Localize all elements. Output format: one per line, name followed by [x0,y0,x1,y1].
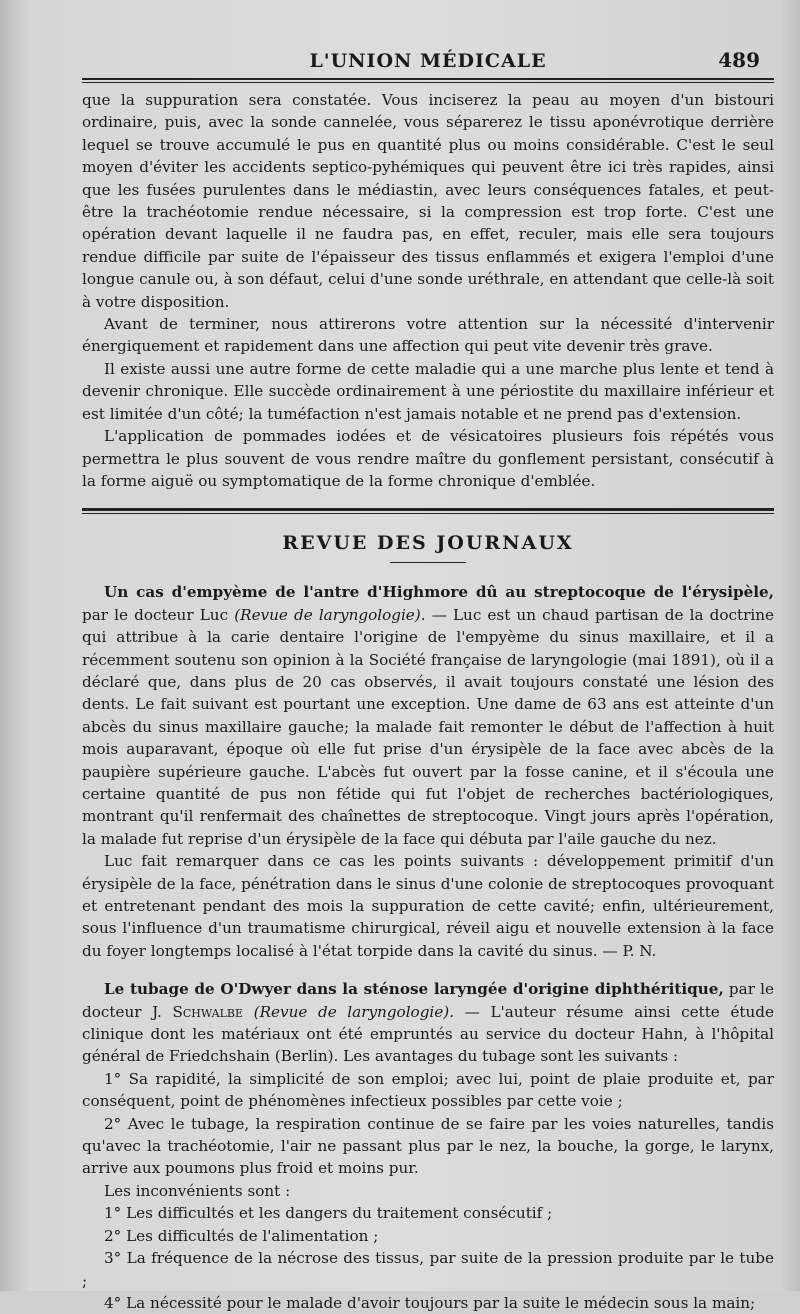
header-rule [82,78,774,83]
section-title-rule [390,562,466,563]
journal-title: L'UNION MÉDICALE [309,50,547,72]
article-1-body: — Luc est un chaud partisan de la doctrine qui attribue à la carie dentaire l'origine de l'empyème du sinus maxillaire, et il a récemment soutenu son opinion à la Société française de laryngologie (mai 1891), où il a déclaré que, dans plus de 20 cas observés, il avait toujours constaté une lésion des dents. Le fait suivant est pourtant une exception. Une dame de 63 ans est atteinte d'un abcès du sinus maxillaire gauche; la malade fait remonter le début de l'affection à huit mois auparavant, époque où elle fut prise d'un érysipèle de la face avec abcès de la paupière supérieure gauche. L'abcès fut ouvert par la fosse canine, et il s'écoula une certaine quantité de pus non fétide qui fut l'objet de recherches bactériologiques, montrant qu'il renfermait des chaînettes de streptocoque. Vingt jours après l'opération, la malade fut reprise d'un érysipèle de la face qui débuta par l'aile gauche du nez. [82,605,774,848]
section-title: REVUE DES JOURNAUX [282,532,574,555]
list-item: 4° La nécessité pour le malade d'avoir toujours par la suite le médecin sous la main; [104,1293,756,1312]
article-2-title: Le tubage de O'Dwyer dans la sténose laryngée d'origine diphthéritique, [104,980,724,999]
article-2-author-name: Schwalbe [172,1002,244,1021]
article-1-title: Un cas d'empyème de l'antre d'Highmore dû au streptocoque de l'érysipèle, [104,583,774,602]
article-2-journal: (Revue de laryngologie). [243,1002,455,1021]
article-1-journal: (Revue de laryngologie). [234,605,426,624]
intro-paragraph-3: Il existe aussi une autre forme de cette maladie qui a une marche plus lente et tend à devenir chronique. Elle succède ordinairement à une périostite du maxillaire inférieur et est limitée d'un côté; la tuméfaction n'est jamais notable et ne prend pas d'extension. [82,359,774,423]
article-1-author: par le docteur Luc [82,605,235,624]
list-item: 3° La fréquence de la nécrose des tissus, par suite de la pression produite par le tube ; [82,1249,774,1290]
section-divider [82,508,774,514]
advantages-list [82,1068,774,1180]
list-item: 1° Sa rapidité, la simplicité de son emploi; avec lui, point de plaie produite et, par conséquent, point de phénomènes infectieux possibles par cette voie ; [82,1069,774,1111]
list-item: 2° Les difficultés de l'alimentation ; [104,1226,379,1245]
article-1-paragraph-1 [82,581,774,850]
article-gap [82,962,774,978]
page-number: 489 [718,48,760,72]
list-item: 2° Avec le tubage, la respiration continue de se faire par les voies naturelles, tandis qu'avec la trachéotomie, l'air ne passant plus par le nez, la bouche, la gorge, le larynx, arrive aux poumons plus froid et moins pur. [82,1114,774,1178]
drawbacks-list [82,1202,774,1314]
article-1-paragraph-2: Luc fait remarquer dans ce cas les points suivants : développement primitif d'un érysipèle de la face, pénétration dans le sinus d'une colonie de streptocoques provoquant et entretenant pendant des mois la suppuration de cette cavité; enfin, ultérieurement, sous l'influence d'un traumatisme chirurgical, réveil aigu et nouvelle extension à la face du foyer longtemps localisé à l'état torpide dans la cavité du sinus. — P. N. [82,852,774,960]
article-2-paragraph-1 [82,978,774,1068]
intro-paragraph-1: que la suppuration sera constatée. Vous inciserez la peau au moyen d'un bistouri ordinaire, puis, avec la sonde cannelée, vous séparerez le tissu aponévrotique derrière lequel se trouve accumulé le pus en quantité plus ou moins considérable. C'est le seul moyen d'éviter les accidents septico-pyhémiques qui peuvent être ici très rapides, ainsi que les fusées purulentes dans le médiastin, avec leurs conséquences fatales, et peut-être la trachéotomie rendue nécessaire, si la compression est trop forte. C'est une opération devant laquelle il ne faudra pas, en effet, reculer, mais elle sera toujours rendue difficile par suite de l'épaisseur des tissus enflammés et exigera l'emploi d'une longue canule ou, à son défaut, celui d'une sonde uréthrale, en attendant que celle-là soit à votre disposition. [82,91,774,311]
intro-paragraph-2: Avant de terminer, nous attirerons votre attention sur la nécessité d'intervenir énergiquement et rapidement dans une affection qui peut vite devenir très grave. [82,315,774,356]
page-header [82,42,774,76]
article-2-author-lead: par le docteur J. [82,980,774,1021]
intro-paragraph-4: L'application de pommades iodées et de vésicatoires plusieurs fois répétés vous permettra le plus souvent de vous rendre maître du gonflement persistant, consécutif à la forme aiguë ou symptomatique de la forme chronique d'emblée. [82,427,774,490]
article-2-body: — L'auteur résume ainsi cette étude clinique dont les matériaux ont été empruntés au service du docteur Hahn, à l'hôpital général de Friedchshain (Berlin). Les avantages du tubage sont les suivants : [82,1002,774,1066]
drawbacks-label: Les inconvénients sont : [104,1181,291,1200]
list-item: 1° Les difficultés et les dangers du traitement consécutif ; [104,1204,553,1223]
